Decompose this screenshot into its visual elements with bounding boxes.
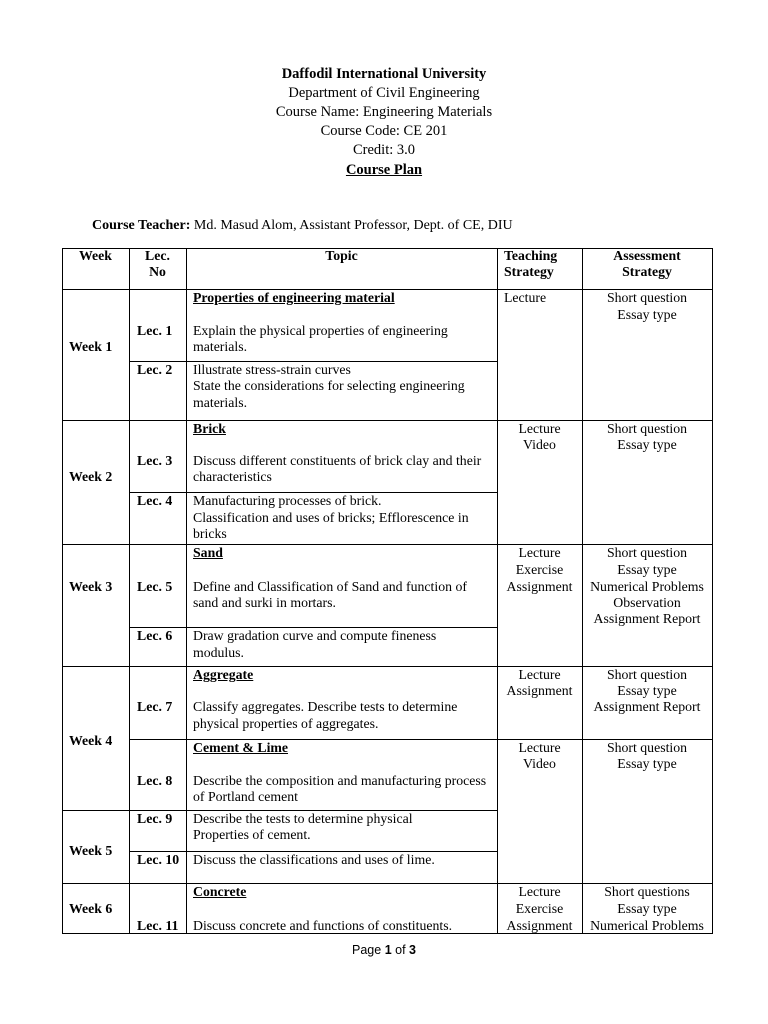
header-topic: Topic	[325, 248, 358, 263]
page-total: 3	[409, 943, 416, 957]
lecture-label: Lec. 5	[137, 579, 173, 594]
assessment-strategy: Essay type	[617, 683, 677, 698]
topic-line: Properties of cement.	[193, 827, 311, 842]
week-label: Week 3	[69, 579, 113, 594]
topic-line: Define and Classification of Sand and function of	[193, 579, 467, 594]
assessment-strategy: Short question	[606, 667, 688, 682]
document-title	[0, 161, 768, 180]
topic-line: physical properties of aggregates.	[193, 716, 379, 731]
assessment-strategy: Essay type	[617, 901, 677, 916]
lecture-label: Lec. 7	[137, 699, 173, 714]
week-label: Week 6	[69, 901, 113, 916]
teaching-strategy: Lecture	[518, 545, 561, 560]
topic-line: Discuss different constituents of brick clay and their	[193, 453, 482, 468]
course-credit: Credit: 3.0	[352, 142, 416, 158]
teaching-strategy: Assignment	[506, 918, 573, 933]
topic-line: Classify aggregates. Describe tests to determine	[193, 699, 458, 714]
lecture-label: Lec. 9	[137, 811, 173, 826]
table-line-v	[186, 248, 187, 934]
header-teaching: Teaching	[504, 248, 558, 263]
course-teacher-value: Md. Masud Alom, Assistant Professor, Dept. of CE, DIU	[190, 218, 513, 233]
header-assessment-strategy: Strategy	[622, 264, 672, 279]
topic-title: Properties of engineering material	[193, 290, 395, 305]
assessment-strategy: Essay type	[617, 307, 677, 322]
topic-line: Describe the composition and manufacturing process	[193, 773, 487, 788]
teaching-strategy: Lecture	[518, 884, 561, 899]
page-number: 1	[384, 943, 392, 957]
header-assessment: Assessment	[613, 248, 681, 263]
teaching-strategy: Lecture	[518, 667, 561, 682]
course-teacher	[92, 218, 513, 234]
course-code: Course Code: CE 201	[320, 123, 448, 139]
topic-line: characteristics	[193, 469, 272, 484]
lecture-label: Lec. 3	[137, 453, 173, 468]
header-lec: Lec.	[145, 248, 170, 263]
assessment-strategy: Essay type	[617, 437, 677, 452]
topic-title: Cement & Lime	[193, 740, 289, 755]
topic-line: of Portland cement	[193, 789, 298, 804]
course-name: Course Name: Engineering Materials	[275, 104, 493, 120]
topic-line: sand and surki in mortars.	[193, 595, 336, 610]
teaching-strategy: Video	[523, 756, 556, 771]
header-lec-no: No	[149, 264, 166, 279]
teaching-strategy: Assignment	[506, 683, 573, 698]
topic-line: bricks	[193, 526, 227, 541]
lecture-label: Lec. 10	[137, 852, 180, 867]
lecture-label: Lec. 6	[137, 628, 173, 643]
assessment-strategy: Assignment Report	[593, 611, 701, 626]
teaching-strategy: Lecture	[518, 740, 561, 755]
assessment-strategy: Short question	[606, 421, 688, 436]
topic-line: Draw gradation curve and compute fineness	[193, 628, 437, 643]
topic-line: Illustrate stress-strain curves	[193, 362, 351, 377]
assessment-strategy: Assignment Report	[593, 699, 701, 714]
topic-line: Discuss concrete and functions of constituents.	[193, 918, 453, 933]
page-word: Page	[352, 943, 385, 957]
assessment-strategy: Numerical Problems	[590, 918, 704, 933]
table-line-v	[62, 248, 63, 934]
topic-title: Concrete	[193, 884, 247, 899]
document-title-text: Course Plan	[345, 162, 423, 178]
topic-line: materials.	[193, 339, 248, 354]
page-of: of	[391, 943, 410, 957]
header-week: Week	[79, 248, 112, 263]
topic-line: Discuss the classifications and uses of lime.	[193, 852, 435, 867]
course-teacher-label: Course Teacher:	[92, 218, 191, 233]
teaching-strategy: Lecture	[504, 290, 547, 305]
teaching-strategy: Exercise	[515, 562, 564, 577]
assessment-strategy: Short question	[606, 290, 688, 305]
assessment-strategy: Short question	[606, 740, 688, 755]
department-name: Department of Civil Engineering	[288, 85, 480, 101]
topic-line: Describe the tests to determine physical	[193, 811, 413, 826]
lecture-label: Lec. 8	[137, 773, 173, 788]
table-line-v	[712, 248, 713, 934]
lecture-label: Lec. 1	[137, 323, 173, 338]
topic-title: Sand	[193, 545, 223, 560]
topic-title: Brick	[193, 421, 226, 436]
topic-line: materials.	[193, 395, 248, 410]
assessment-strategy: Observation	[613, 595, 681, 610]
teaching-strategy: Exercise	[515, 901, 564, 916]
lecture-label: Lec. 11	[137, 918, 179, 933]
week-label: Week 2	[69, 469, 113, 484]
page-footer	[0, 943, 768, 957]
assessment-strategy: Essay type	[617, 562, 677, 577]
topic-line: Explain the physical properties of engineering	[193, 323, 448, 338]
lecture-label: Lec. 2	[137, 362, 173, 377]
teaching-strategy: Lecture	[518, 421, 561, 436]
table-line-v	[129, 248, 130, 934]
week-label: Week 5	[69, 843, 113, 858]
topic-line: State the considerations for selecting engineering	[193, 378, 465, 393]
assessment-strategy: Essay type	[617, 756, 677, 771]
topic-title: Aggregate	[193, 667, 254, 682]
assessment-strategy: Numerical Problems	[590, 579, 704, 594]
header-teaching-strategy: Strategy	[504, 264, 554, 279]
university-name: Daffodil International University	[281, 66, 487, 82]
topic-line: modulus.	[193, 645, 244, 660]
topic-line: Manufacturing processes of brick.	[193, 493, 382, 508]
assessment-strategy: Short question	[606, 545, 688, 560]
teaching-strategy: Assignment	[506, 579, 573, 594]
week-label: Week 4	[69, 733, 113, 748]
assessment-strategy: Short questions	[604, 884, 690, 899]
week-label: Week 1	[69, 339, 113, 354]
teaching-strategy: Video	[523, 437, 556, 452]
lecture-label: Lec. 4	[137, 493, 173, 508]
topic-line: Classification and uses of bricks; Efflorescence in	[193, 510, 469, 525]
